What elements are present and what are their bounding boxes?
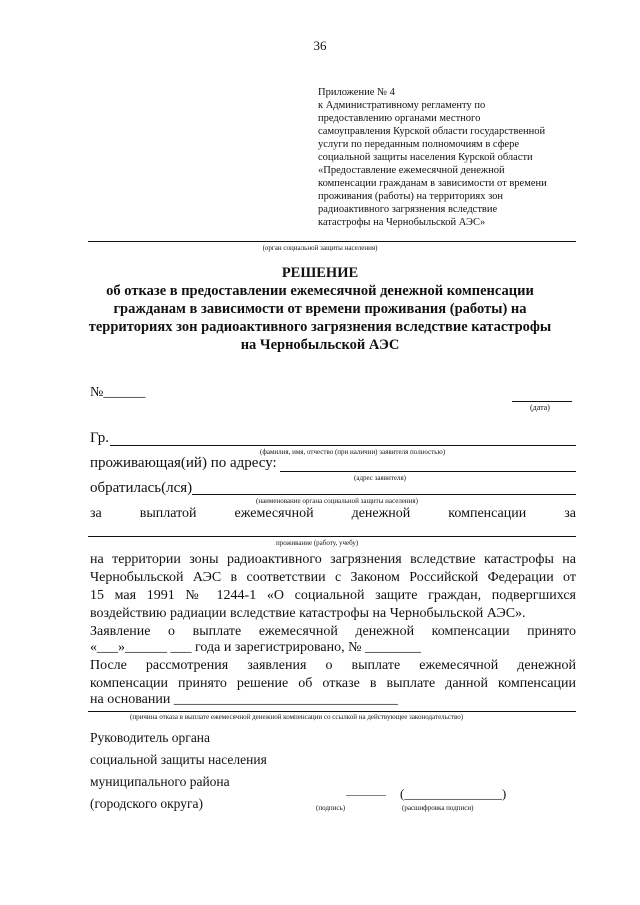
address-underline bbox=[280, 471, 576, 472]
appendix-line: «Предоставление ежемесячной денежной bbox=[318, 165, 505, 176]
paragraph-line: на территории зоны радиоактивного загрязнения вследствие катастрофы на bbox=[90, 552, 576, 567]
title-line: территориях зон радиоактивного загрязнения вследствие катастрофы bbox=[88, 319, 552, 335]
gr-label: Гр. bbox=[90, 430, 109, 446]
residence-caption: проживание (работу, учебу) bbox=[276, 539, 359, 547]
appendix-line: радиоактивного загрязнения вследствие bbox=[318, 204, 498, 215]
after-line: После рассмотрения заявления о выплате ежемесячной денежной bbox=[90, 658, 576, 673]
appendix-line: проживания (работы) на территориях зон bbox=[318, 191, 504, 202]
gr-caption: (фамилия, имя, отчество (при наличии) заявителя полностью) bbox=[260, 448, 446, 456]
appendix-line: Приложение № 4 bbox=[318, 87, 395, 98]
applied-caption: (наименование органа социальной защиты населения) bbox=[256, 497, 418, 505]
appendix-line: социальной защиты населения Курской области bbox=[318, 152, 533, 163]
appendix-line: к Административному регламенту по bbox=[318, 100, 486, 111]
applied-label: обратилась(лся) bbox=[90, 480, 193, 496]
date-underline bbox=[512, 401, 572, 402]
signature-block bbox=[90, 727, 267, 815]
sign-blank: ________ bbox=[346, 786, 386, 797]
decode-blank: (_______________) bbox=[400, 786, 507, 801]
organ-underline bbox=[88, 241, 576, 242]
page-number: 36 bbox=[313, 38, 327, 53]
application-line: Заявление о выплате ежемесячной денежной компенсации принято bbox=[90, 624, 576, 639]
decision-number: №______ bbox=[90, 385, 146, 400]
signature-line: Руководитель органа bbox=[90, 730, 211, 745]
date-caption: (дата) bbox=[530, 403, 550, 412]
decode-caption: (расшифровка подписи) bbox=[402, 804, 474, 812]
residence-underline bbox=[88, 536, 576, 537]
registration-line: «___»______ ___ года и зарегистрировано, № ________ bbox=[90, 640, 421, 655]
appendix-line: предоставлению органами местного bbox=[318, 113, 481, 124]
paragraph-line: Чернобыльской АЭС в соответствии с Законом Российской Федерации от bbox=[90, 570, 576, 585]
title-line: гражданам в зависимости от времени проживания (работы) на bbox=[113, 301, 527, 317]
signature-line: муниципального района bbox=[90, 774, 230, 789]
address-label: проживающая(ий) по адресу: bbox=[90, 455, 277, 471]
signature-line: (городского округа) bbox=[90, 796, 204, 811]
gr-underline bbox=[110, 445, 576, 446]
appendix-line: услуги по переданным полномочиям в сфере bbox=[318, 139, 520, 150]
sign-caption: (подпись) bbox=[316, 804, 346, 812]
paragraph-line: воздействию радиации вследствие катастрофы на Чернобыльской АЭС». bbox=[90, 606, 526, 621]
title-line: об отказе в предоставлении ежемесячной денежной компенсации bbox=[106, 283, 534, 299]
title-line: на Чернобыльской АЭС bbox=[240, 337, 400, 353]
appendix-line: катастрофы на Чернобыльской АЭС» bbox=[318, 217, 486, 228]
reason-underline bbox=[88, 711, 576, 712]
address-caption: (адрес заявителя) bbox=[354, 474, 406, 482]
applied-underline bbox=[192, 494, 576, 495]
appendix-line: компенсации гражданам в зависимости от времени bbox=[318, 178, 547, 189]
organ-caption: (орган социальной защиты населения) bbox=[262, 244, 378, 252]
after-line: компенсации принято решение об отказе в выплате данной компенсации bbox=[90, 676, 576, 691]
basis-line: на основании ________________________________ bbox=[90, 692, 398, 707]
signature-line: социальной защиты населения bbox=[90, 752, 267, 767]
payment-line: за выплатой ежемесячной денежной компенсации за bbox=[90, 506, 576, 521]
appendix-block bbox=[318, 86, 547, 229]
paragraph-line: 15 мая 1991 № 1244-1 «О социальной защите граждан, подвергшихся bbox=[90, 588, 576, 603]
appendix-line: самоуправления Курской области государственной bbox=[318, 126, 546, 137]
document-title bbox=[0, 264, 640, 354]
title-heading: РЕШЕНИЕ bbox=[281, 265, 359, 281]
reason-caption: (причина отказа в выплате ежемесячной денежной компенсации со ссылкой на действующее законодательство) bbox=[130, 713, 464, 721]
